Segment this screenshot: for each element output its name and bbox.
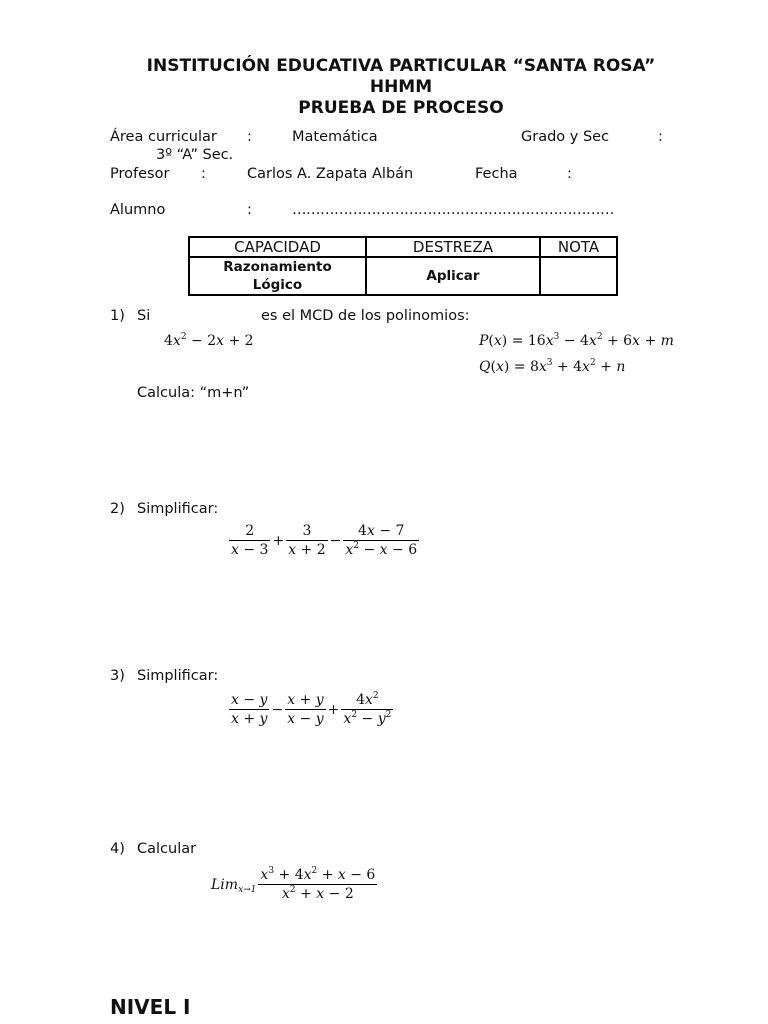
area-value: Matemática xyxy=(292,129,378,145)
area-label: Área curricular xyxy=(110,129,217,145)
school-name: INSTITUCIÓN EDUCATIVA PARTICULAR “SANTA ROSA” xyxy=(146,56,656,76)
mcd-expression: $4x^2 - 2x + 2$ xyxy=(164,332,254,349)
fecha-colon: : xyxy=(567,166,572,182)
question-1-lead: Si xyxy=(137,308,151,324)
grado-value: 3º “A” Sec. xyxy=(156,147,234,163)
table-cell-capacidad: Razonamiento Lógico xyxy=(189,257,366,295)
profesor-label: Profesor xyxy=(110,166,170,182)
question-3-expression: $\frac{x - y}{x + y}$ − $\frac{x + y}{x - y}$ + $\frac{4x^2}{x^2 - y^2}$ xyxy=(231,691,392,727)
polynomial-p: $P(x) = 16x^3 - 4x^2 + 6x + m$ xyxy=(479,332,674,349)
question-1-number: 1) xyxy=(110,308,125,324)
question-3-text: Simplificar: xyxy=(137,668,219,684)
question-4-text: Calcular xyxy=(137,841,197,857)
question-3-number: 3) xyxy=(110,668,125,684)
table-cell-nota xyxy=(540,257,617,295)
question-2-expression: $\frac{2}{x - 3}$ + $\frac{3}{x + 2}$ − $\frac{4x - 7}{x^2 - x - 6}$ xyxy=(231,523,418,558)
alumno-colon: : xyxy=(247,202,252,218)
grado-label: Grado y Sec xyxy=(521,129,610,145)
level-heading: NIVEL I xyxy=(110,995,191,1019)
question-1-text: es el MCD de los polinomios: xyxy=(261,308,470,324)
profesor-value: Carlos A. Zapata Albán xyxy=(247,166,414,182)
question-4-expression: Lim$_{x\to 1}$ $\frac{x^3 + 4x^2 + x - 6}{x^2 + x - 2}$ xyxy=(211,866,376,902)
question-2-text: Simplificar: xyxy=(137,501,219,517)
polynomial-q: $Q(x) = 8x^3 + 4x^2 + n$ xyxy=(479,358,626,375)
area-colon: : xyxy=(247,129,252,145)
table-header-capacidad: CAPACIDAD xyxy=(189,237,366,257)
header-code: HHMM xyxy=(369,77,433,97)
profesor-colon: : xyxy=(201,166,206,182)
table-cell-destreza: Aplicar xyxy=(366,257,540,295)
question-4-number: 4) xyxy=(110,841,125,857)
alumno-label: Alumno xyxy=(110,202,166,218)
table-header-nota: NOTA xyxy=(540,237,617,257)
page-title: PRUEBA DE PROCESO xyxy=(298,98,504,118)
grado-colon: : xyxy=(658,129,663,145)
question-2-number: 2) xyxy=(110,501,125,517)
alumno-name-blank: …………………………………………………………… xyxy=(292,202,614,218)
question-1-prompt: Calcula: “m+n” xyxy=(137,385,250,401)
table-header-destreza: DESTREZA xyxy=(366,237,540,257)
capacidad-table xyxy=(188,236,618,296)
fecha-label: Fecha xyxy=(475,166,518,182)
